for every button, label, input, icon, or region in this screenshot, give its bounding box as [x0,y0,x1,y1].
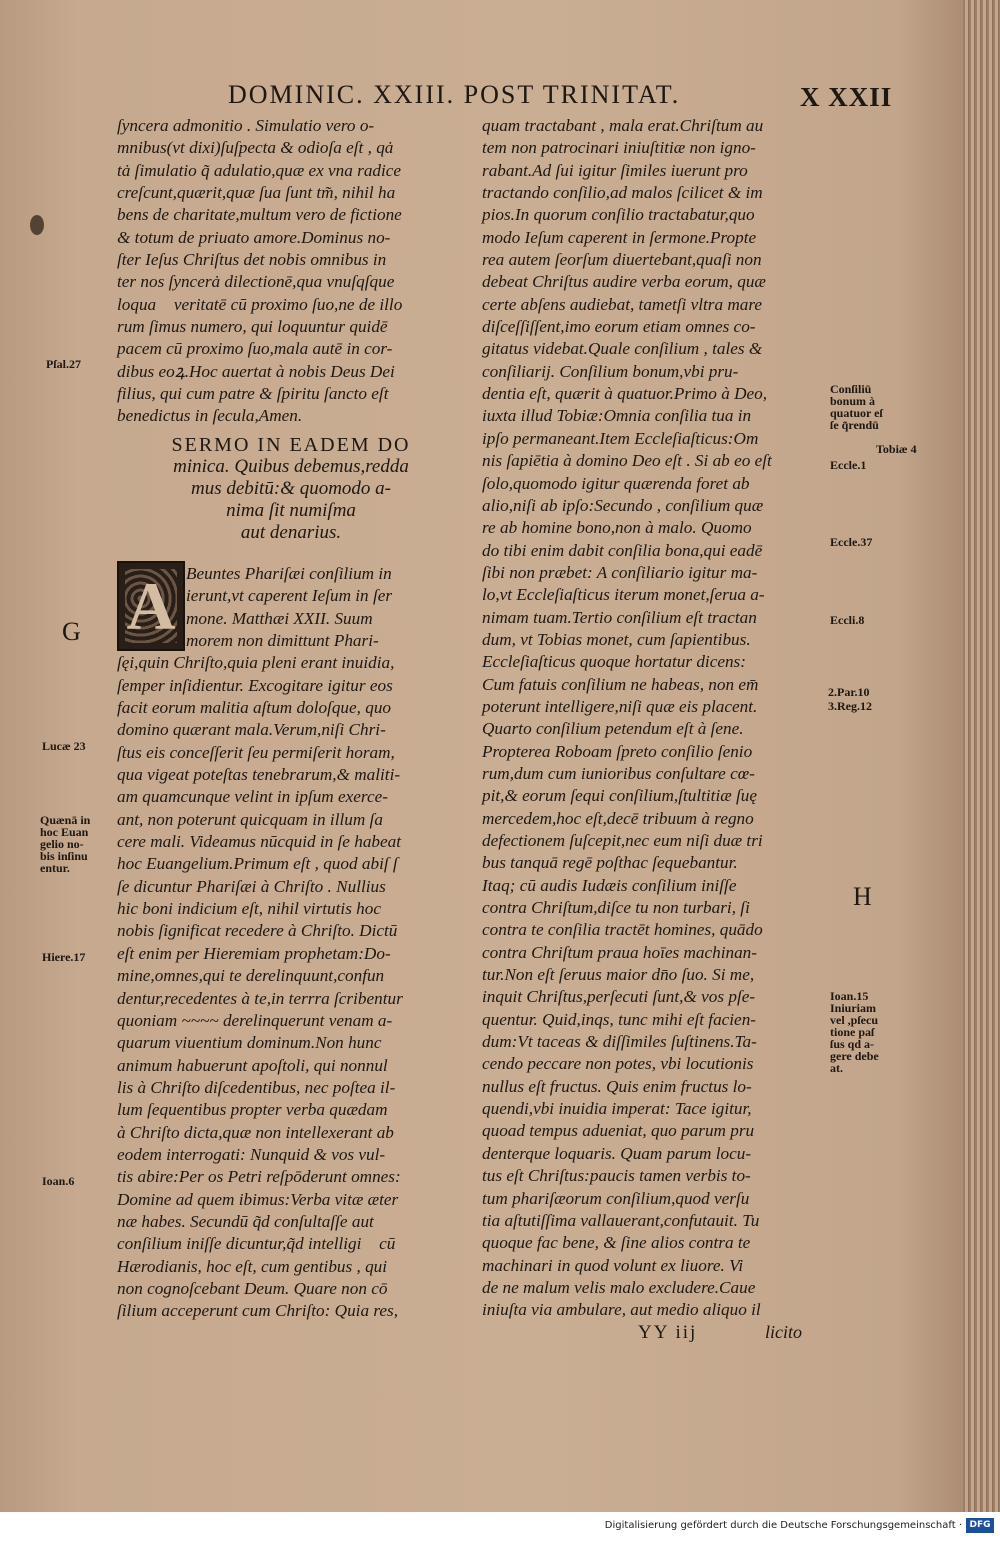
text-line: quam tractabant , mala erat.Chriſtum au [482,116,764,135]
text-line: contra te conſilia tractēt homines, quādo [482,920,763,940]
text-line: bus tanquā regē poſthac ſequebantur. [482,853,738,873]
catchword: licito [765,1322,802,1342]
text-line: ſibi non præbet: A conſiliario igitur ma- [482,562,758,582]
text-line: næ habes. Secundū q̃d conſultaſſe aut [117,1211,374,1231]
text-line: dentia eſt, quærit à quatuor.Primo à Deo, [482,384,768,404]
text-line: tȧ ſimulatio q̃ adulatio,quæ ex vna radice [117,160,402,180]
text-line: Cum fatuis conſilium ne habeas, non em̄ [482,674,759,694]
text-line: rum ſimus numero, qui loquuntur quidē [117,317,388,337]
text-line: morem non dimittunt Phari- [186,631,379,650]
text-line: conſilium iniſſe dicuntur,q̃d intelligiᷓ cū [117,1234,396,1254]
text-line: animum habuerunt apoſtoli, qui nonnul [117,1055,388,1075]
text-line: Itaq; cū audis Iudæis conſilium iniſſe [482,875,737,895]
margin-note-consilium [830,383,883,431]
margin-letter-g: G [62,617,81,646]
text-line: tum phariſæorum conſilium,quod verſu [482,1188,750,1208]
text-line: quentur. Quid,inqs, tunc mihi eſt facien- [482,1009,757,1029]
text-line: do tibi enim dabit conſilia bona,qui eadē [482,540,763,560]
text-line: ant, non poterunt quicquam in illum ſa [117,809,383,829]
text-line: tractando conſilio,ad malos ſcilicet & im [482,183,763,203]
margin-note-quaena [40,814,90,874]
text-line: hic boni indicium eſt, nihil virtutis hoc [117,899,381,919]
text-line: tis abire:Per os Petri reſpōderunt omnes: [117,1167,401,1187]
text-line: cendo peccare non potes, vbi locutionis [482,1054,754,1074]
margin-note-line: Ioan.15 [830,989,869,1003]
text-line: & totum de priuato amore.Dominus no- [117,227,391,247]
text-line: tia aſtutiſſima vallauerant,confutauit. Tu [482,1210,760,1230]
text-line: tur.Non eſt ſeruus maior dn̄o ſuo. Si me, [482,965,755,985]
text-line: ſolo,quomodo igitur quærenda foret ab [482,473,750,493]
text-line: Eccleſiaſticus quoque hortatur dicens: [482,652,746,672]
paper-hole [30,215,44,235]
margin-note-reg: 3.Reg.12 [828,699,872,713]
text-line: lo,vt Eccleſiaſticus iterum monet,ſerua a- [482,585,765,605]
text-line: creſcunt,quærit,quæ ſua ſunt tm̃, nihil ha [117,183,396,203]
text-line: quoad tempus adueniat, quo parum pru [482,1121,755,1141]
text-line: mone. Matthæi XXII. Suum [186,608,373,628]
text-line: quoniam ~~~~ derelinquerunt venam a- [117,1010,393,1030]
margin-note-line: hoc Euan [40,825,89,839]
text-line: dibus eoꝝ.Hoc auertat à nobis Deus Dei [117,361,395,381]
text-line: filius, qui cum patre & ſpiritu ſancto eſt [117,384,389,404]
margin-note-line: ſus qd a- [830,1037,875,1051]
sermon-title-line: SERMO IN EADEM DO [171,434,411,456]
text-line: machinari in quod volunt ex liuore. Vi [482,1255,744,1275]
paragraph-opening [186,563,466,630]
sermon-title-line: minica. Quibus debemus,redda [173,456,409,477]
margin-note-eccle1: Eccle.1 [830,458,867,472]
text-line: à Chriſto dicta,quæ non intellexerant ab [117,1122,394,1142]
text-line: Quarto conſilium petendum eſt à ſene. [482,719,744,739]
text-line: am quamcunque velint in ipſum exerce- [117,787,388,807]
text-line: nobis ſignificat recedere à Chriſto. Dictū [117,921,398,941]
text-line: denterque loquaris. Quam parum locu- [482,1143,752,1163]
text-line: poterunt intelligere,niſi quæ eis placent. [482,696,758,716]
text-line: ſe dicuntur Phariſæi à Chriſto . Nullius [117,876,386,896]
text-line: pios.In quorum conſilio tractabatur,quo [482,205,755,225]
text-line: defectionem ſuſcepit,nec eum niſi duæ tri [482,831,763,850]
text-line: nimam tuam.Tertio conſilium eſt tractan [482,607,757,627]
text-line: contra Chriſtum praua hoīes machinan- [482,942,757,962]
text-line: iuxta illud Tobiæ:Omnia conſilia tua in [482,406,752,426]
margin-note-eccle37: Eccle.37 [830,535,873,549]
text-line: Beuntes Phariſæi conſilium in [186,564,392,583]
margin-note-line: entur. [40,861,70,875]
margin-note-luc: Lucæ 23 [42,739,86,753]
text-line: non cognoſcebant Deum. Quare non cō [117,1278,388,1298]
page-edges [963,0,1000,1512]
margin-note-line: gelio no- [40,837,84,851]
text-line: contra Chriſtum,diſce tu non turbari, ſi [482,898,750,918]
text-line: cere mali. Videamus nūcquid in ſe habeat [117,832,402,852]
text-line: lis à Chriſto diſcedentibus, nec poſtea il- [117,1077,396,1097]
text-line: rea autem ſeorſum diuertebant,quaſi non [482,250,762,270]
text-line: bens de charitate,multum vero de fictione [117,205,402,225]
text-line: nullus eſt fructus. Quis enim fructus lo- [482,1076,752,1096]
text-line: pit,& eorum ſequi conſilium,ſtultitiæ ſuę [482,786,757,806]
text-line: hoc Euangelium.Primum eſt , quod abiſ ſ [117,854,398,874]
text-line: rum,dum cum iunioribus conſultare cœ- [482,763,755,783]
text-line: dum:Vt taceas & diſſimiles ſuſtinens.Ta- [482,1032,757,1052]
text-line: gitatus videbat.Quale conſilium , tales & [482,339,763,359]
margin-letter-h: H [853,882,872,911]
folio-number: X XXII [800,82,893,112]
text-line: ſtus eis conceſſerit ſeu permiſerit horam, [117,742,395,762]
sermon-title-line: mus debitū:& quomodo a- [190,478,391,499]
sermon-title [116,434,466,544]
text-line: debeat Chriſtus audire verba eorum, quæ [482,272,766,292]
text-line: dentur,recedentes à te,in terrra ſcribentur [117,988,403,1008]
text-line: mine,omnes,qui te derelinquunt,confun [117,966,385,986]
text-line: Hærodianis, hoc eſt, cum gentibus , qui [117,1256,388,1276]
text-line: rabant.Ad ſui igitur ſimiles iuerunt pro [482,160,748,180]
sermon-title-line: nima ſit numiſma [226,500,356,521]
text-line: alio,niſi ab ipſo:Secundo , conſilium quæ [482,495,764,515]
margin-note-line: at. [830,1061,843,1075]
sermon-title-line: aut denarius. [240,522,342,543]
signature-mark: YY iij [638,1322,698,1343]
text-line: iniuſta via ambulare, aut medio aliquo il [482,1300,761,1320]
text-line: mnibus(vt dixi)ſuſpecta & odioſa eſt , qȧ [117,138,394,158]
text-line: ierunt,vt caperent Ieſum in ſer [186,586,393,606]
text-line: modo Ieſum caperent in ſermone.Propte [482,227,757,247]
text-line: ipſo permaneant.Item Eccleſiaſticus:Om [482,428,759,448]
text-line: benedictus in ſecula,Amen. [117,406,303,426]
funding-notice: Digitalisierung gefördert durch die Deutsche Forschungsgemeinschaft · [604,1520,962,1531]
text-line: de ne malum velis malo excludere.Caue [482,1277,756,1297]
text-line: dum, vt Tobias monet, cum ſapientibus. [482,629,751,649]
margin-note-line: Conſiliū [830,382,872,396]
margin-note-par: 2.Par.10 [828,685,870,699]
left-column-body [117,630,462,1323]
text-line: eſt enim per Hieremiam prophetam:Do- [117,943,391,963]
text-line: certe abſens audiebat, tametſi vltra mare [482,294,763,314]
text-line: ſilium acceperunt cum Chriſto: Quia res, [117,1301,399,1321]
text-line: tem non patrocinari iniuſtitiæ non igno- [482,138,756,158]
text-line: ſemper inſidientur. Excogitare igitur eos [117,675,393,695]
margin-note-line: bis inſinu [40,849,88,863]
footer-bar [0,1512,1000,1541]
running-head: DOMINIC. XXIII. POST TRINITAT. [228,80,681,109]
initial-letter: A [126,568,176,644]
text-line: domino quærant mala.Verum,niſi Chri- [117,720,386,740]
text-line: qua vigeat poteſtas tenebrarum,& maliti- [117,765,401,785]
text-line: diſceſſiſſent,imo eorum etiam omnes co- [482,317,756,337]
dfg-logo: DFG [966,1518,994,1533]
margin-note-line: vel ,pſecu [830,1013,878,1027]
margin-note-eccli8: Eccli.8 [830,613,865,627]
text-line: ter nos ſyncerȧ dilectionē,qua vnuſqſque [117,272,395,292]
margin-note-tobiae: Tobiæ 4 [876,442,917,456]
text-line: ſyncera admonitio . Simulatio vero o- [117,116,375,135]
text-line: tus eſt Chriſtus:paucis tamen verbis to- [482,1166,751,1186]
margin-note-hiere: Hiere.17 [42,950,86,964]
text-line: Domine ad quem ibimus:Verba vitæ æter [117,1189,399,1209]
margin-note-line: tione paſ [830,1025,875,1039]
margin-note-ioan15 [830,990,879,1074]
text-line: re ab homine bono,non à malo. Quomo [482,518,752,538]
margin-note-line: gere debe [830,1049,879,1063]
text-line: eodem interrogati: Nunquid & vos vul- [117,1144,386,1164]
margin-note-psal: Pſal.27 [46,357,81,371]
text-line: conſiliarij. Conſilium bonum,vbi pru- [482,361,739,381]
text-line: ſter Ieſus Chriſtus det nobis omnibus in [117,250,387,270]
text-line: mercedem,hoc eſt,decē tribuum à regno [482,808,754,828]
text-line: quoque fac bene, & ſine alios contra te [482,1233,751,1253]
right-column [482,115,827,1322]
margin-note-line: ſe q̃rendū [830,418,879,432]
margin-note-ioan6: Ioan.6 [42,1174,75,1188]
left-column-top [117,115,462,428]
margin-note-line: Quænā in [40,813,91,827]
text-line: pacem cū proximo ſuo,mala autē in cor- [117,339,393,359]
text-line: facit eorum malitia aſtum doloſque, quo [117,698,392,718]
text-line: quarum viuentium dominum.Non hunc [117,1033,382,1053]
margin-note-line: bonum à [830,394,876,408]
text-line: quendi,vbi inuidia imperat: Tace igitur, [482,1099,752,1119]
text-line: Propterea Roboam ſpreto conſilio ſenio [482,741,753,761]
margin-note-line: quatuor eſ [830,406,883,420]
text-line: loquaᷓ veritatē cū proximo ſuo,ne de illo [117,294,403,314]
text-line: lum ſequentibus propter verba quædam [117,1100,388,1120]
margin-note-line: Iniuriam [830,1001,877,1015]
text-line: ſęi,quin Chriſto,quia pleni erant inuidia, [117,653,395,673]
text-line: nis ſapiētia à domino Deo eſt . Si ab eo eſt [482,451,772,471]
text-line: inquit Chriſtus,perſecuti ſunt,& vos pſe- [482,987,756,1007]
